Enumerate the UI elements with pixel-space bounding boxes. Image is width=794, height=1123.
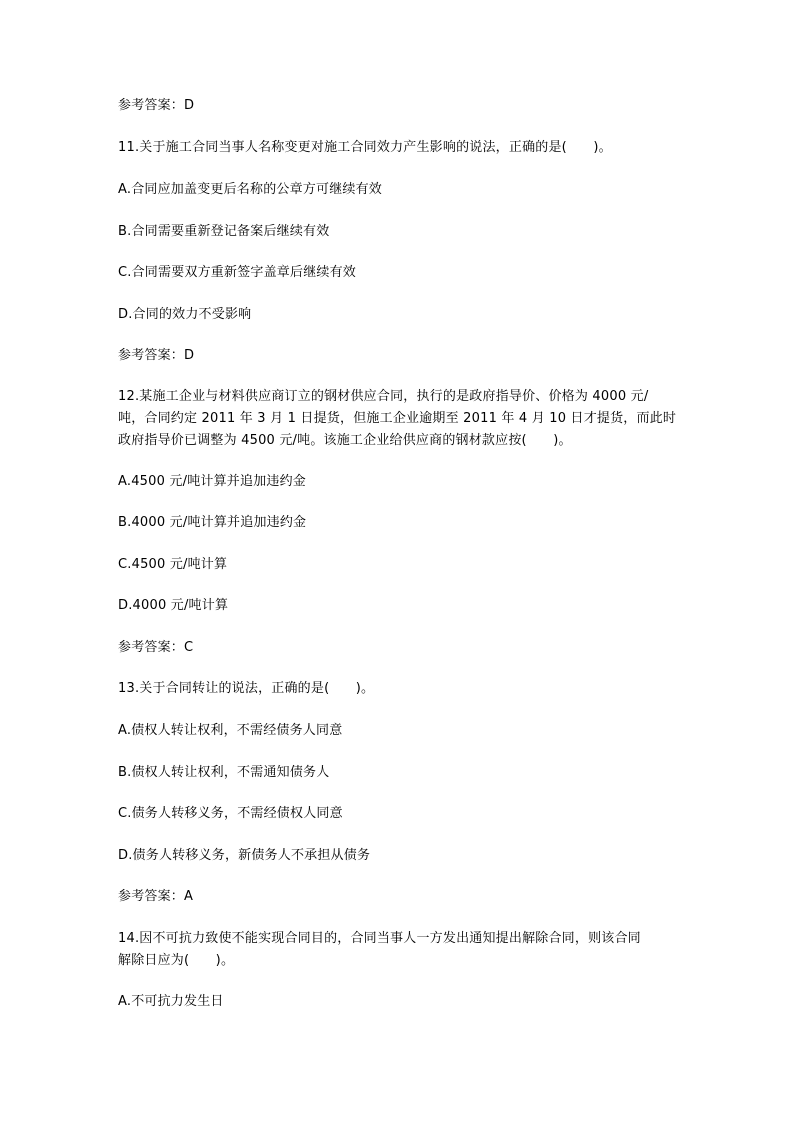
option-12-a: A.4500 元/吨计算并追加违约金 — [118, 474, 306, 489]
option-13-b: B.债权人转让权利，不需通知债务人 — [118, 765, 330, 780]
option-13-a: A.债权人转让权利，不需经债务人同意 — [118, 723, 343, 738]
question-11: 11.关于施工合同当事人名称变更对施工合同效力产生影响的说法，正确的是( )。 — [118, 140, 612, 155]
answer-10: 参考答案：D — [118, 98, 195, 113]
answer-13: 参考答案：A — [118, 889, 194, 904]
option-11-c: C.合同需要双方重新签字盖章后继续有效 — [118, 265, 357, 280]
answer-11: 参考答案：D — [118, 348, 195, 363]
option-11-a: A.合同应加盖变更后名称的公章方可继续有效 — [118, 182, 382, 197]
option-13-c: C.债务人转移义务，不需经债权人同意 — [118, 806, 343, 821]
option-12-b: B.4000 元/吨计算并追加违约金 — [118, 515, 307, 530]
question-14-line-1: 14.因不可抗力致使不能实现合同目的，合同当事人一方发出通知提出解除合同，则该合同 — [118, 931, 641, 946]
option-13-d: D.债务人转移义务，新债务人不承担从债务 — [118, 848, 371, 863]
question-14-line-2: 解除日应为( )。 — [118, 953, 235, 968]
question-13: 13.关于合同转让的说法，正确的是( )。 — [118, 681, 375, 696]
question-12-line-2: 吨，合同约定 2011 年 3 月 1 日提货，但施工企业逾期至 2011 年 4 月 10 日才提货，而此时 — [118, 411, 677, 426]
option-11-d: D.合同的效力不受影响 — [118, 307, 252, 322]
answer-12: 参考答案：C — [118, 640, 194, 655]
question-12-line-1: 12.某施工企业与材料供应商订立的钢材供应合同，执行的是政府指导价、价格为 4000 元/ — [118, 389, 649, 404]
option-14-a: A.不可抗力发生日 — [118, 994, 224, 1009]
option-12-d: D.4000 元/吨计算 — [118, 598, 229, 613]
option-12-c: C.4500 元/吨计算 — [118, 557, 228, 572]
option-11-b: B.合同需要重新登记备案后继续有效 — [118, 224, 330, 239]
question-12-line-3: 政府指导价已调整为 4500 元/吨。该施工企业给供应商的钢材款应按( )。 — [118, 433, 572, 448]
